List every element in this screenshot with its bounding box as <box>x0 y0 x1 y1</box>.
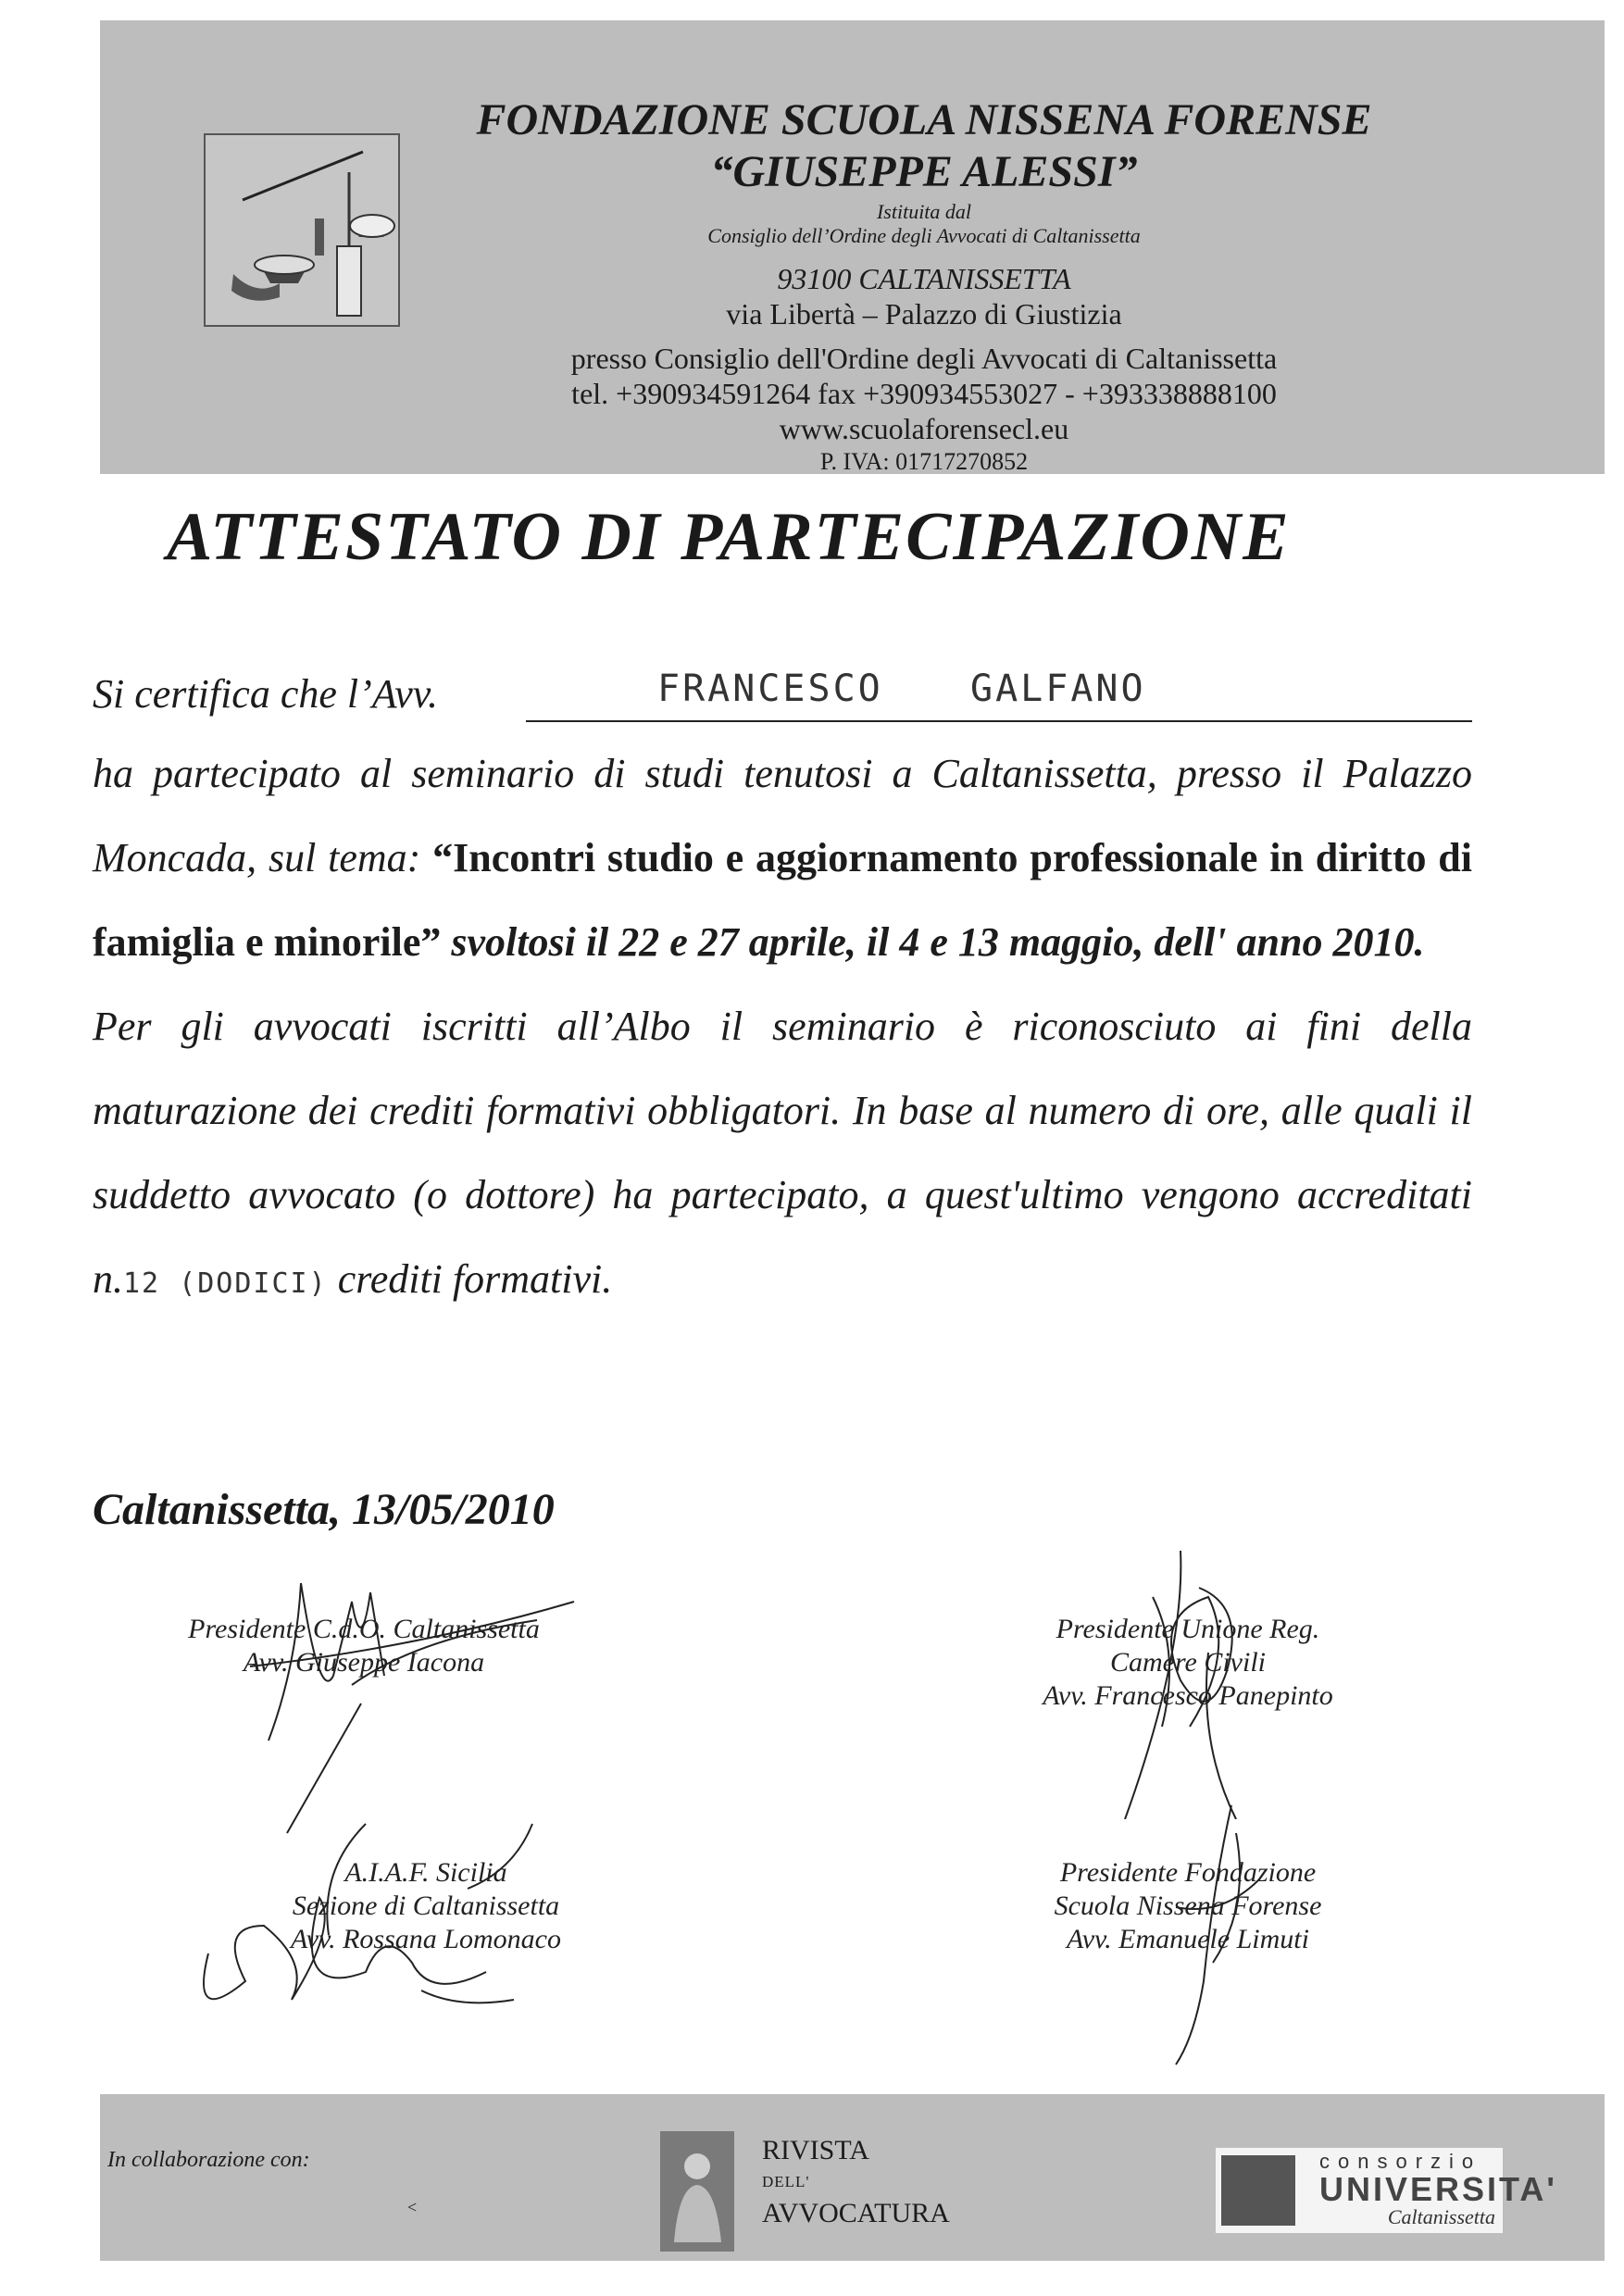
credits-end: crediti formativi. <box>327 1256 613 1302</box>
signature-subtitle: Camere Civili <box>1109 1647 1267 1678</box>
signature-block-unione <box>1017 1613 1359 1713</box>
handwritten-last-name: GALFANO <box>970 668 1146 710</box>
city: 93100 CALTANISSETTA <box>777 262 1071 295</box>
signature-subtitle: Sezione di Caltanissetta <box>292 1890 560 1921</box>
presso: presso Consiglio dell'Ordine degli Avvocati di Caltanissetta <box>570 342 1278 375</box>
instituted-by: Istituita dal <box>876 200 972 223</box>
rivista-portrait-image <box>660 2131 734 2252</box>
signature-subtitle: Scuola Nissena Forense <box>1054 1890 1322 1921</box>
foundation-logo <box>204 133 400 327</box>
header-band <box>100 20 1605 474</box>
org-subtitle: “GIUSEPPE ALESSI” <box>710 147 1138 196</box>
footer-mark: < <box>407 2198 418 2216</box>
rivista-word1: RIVISTA <box>762 2135 869 2165</box>
credits-paragraph <box>93 984 1472 1326</box>
consorzio-city: Caltanissetta <box>1387 2205 1495 2228</box>
participation-text: ha partecipato al seminario di studi tenutosi a Caltanissetta, presso il Palazzo Moncada, sul tema: <box>93 751 1472 880</box>
signature-title: A.I.A.F. Sicilia <box>344 1857 507 1888</box>
vat-number: P. IVA: 01717270852 <box>819 448 1029 475</box>
consorzio-small: consorzio <box>1319 2150 1482 2173</box>
statue-icon <box>660 2131 734 2252</box>
signature-title: Presidente Unione Reg. <box>1056 1614 1320 1644</box>
signature-scribble-iacona <box>231 1565 602 1842</box>
signature-title: Presidente C.d.O. Caltanissetta <box>188 1614 540 1644</box>
rivista-word2: DELL' <box>762 2173 810 2190</box>
council-name: Consiglio dell’Ordine degli Avvocati di Caltanissetta <box>707 224 1141 247</box>
seminar-topic: “Incontri studio e aggiornamento professionale in diritto di famiglia e minorile” <box>93 835 1472 965</box>
signature-title: Presidente Fondazione <box>1059 1857 1317 1888</box>
rivista-word3: AVVOCATURA <box>762 2198 950 2228</box>
phones: tel. +390934591264 fax +390934553027 - +393338888100 <box>571 377 1277 410</box>
street: via Libertà – Palazzo di Giustizia <box>726 297 1122 331</box>
consorzio-emblem-icon <box>1221 2155 1295 2226</box>
rivista-logo <box>660 2131 984 2252</box>
signature-block-aiaf <box>259 1856 593 1956</box>
org-name: FONDAZIONE SCUOLA NISSENA FORENSE <box>476 95 1372 144</box>
certify-label: Si certifica che l’Avv. <box>93 671 439 717</box>
signature-name: Avv. Emanuele Limuti <box>1067 1924 1309 1954</box>
scales-icon <box>206 135 398 325</box>
signature-name: Avv. Giuseppe Iacona <box>243 1647 485 1678</box>
participation-paragraph <box>93 731 1472 984</box>
issue-date: Caltanissetta, 13/05/2010 <box>93 1485 555 1534</box>
website: www.scuolaforensecl.eu <box>779 412 1069 445</box>
consorzio-big: UNIVERSITA' <box>1319 2170 1557 2208</box>
credits-text: Per gli avvocati iscritti all’Albo il seminario è riconosciuto ai fini della maturazione dei crediti formativi obbligatori. In base al numero di ore, alle quali il suddetto avvocato (o dottore) ha partecipato, a quest'ultimo vengono accreditati n. <box>93 1004 1472 1302</box>
certificate-body <box>93 665 1472 1326</box>
header-text <box>433 94 1415 478</box>
signature-block-fondazione <box>1017 1856 1359 1956</box>
collaboration-label: In collaborazione con: <box>107 2148 310 2172</box>
signature-name: Avv. Rossana Lomonaco <box>291 1924 561 1954</box>
certify-line <box>93 665 1472 731</box>
footer-band <box>100 2094 1605 2261</box>
consorzio-logo <box>1216 2148 1557 2233</box>
handwritten-first-name: FRANCESCO <box>657 668 883 710</box>
name-field <box>526 668 1472 722</box>
signature-block-cdo <box>165 1613 563 1679</box>
seminar-dates: svoltosi il 22 e 27 aprile, il 4 e 13 maggio, dell' anno 2010. <box>441 919 1425 965</box>
certificate-title: ATTESTATO DI PARTECIPAZIONE <box>167 499 1291 575</box>
handwritten-credits: 12 (DODICI) <box>123 1267 328 1300</box>
signature-name: Avv. Francesco Panepinto <box>1043 1680 1333 1711</box>
rivista-text <box>762 2135 950 2229</box>
